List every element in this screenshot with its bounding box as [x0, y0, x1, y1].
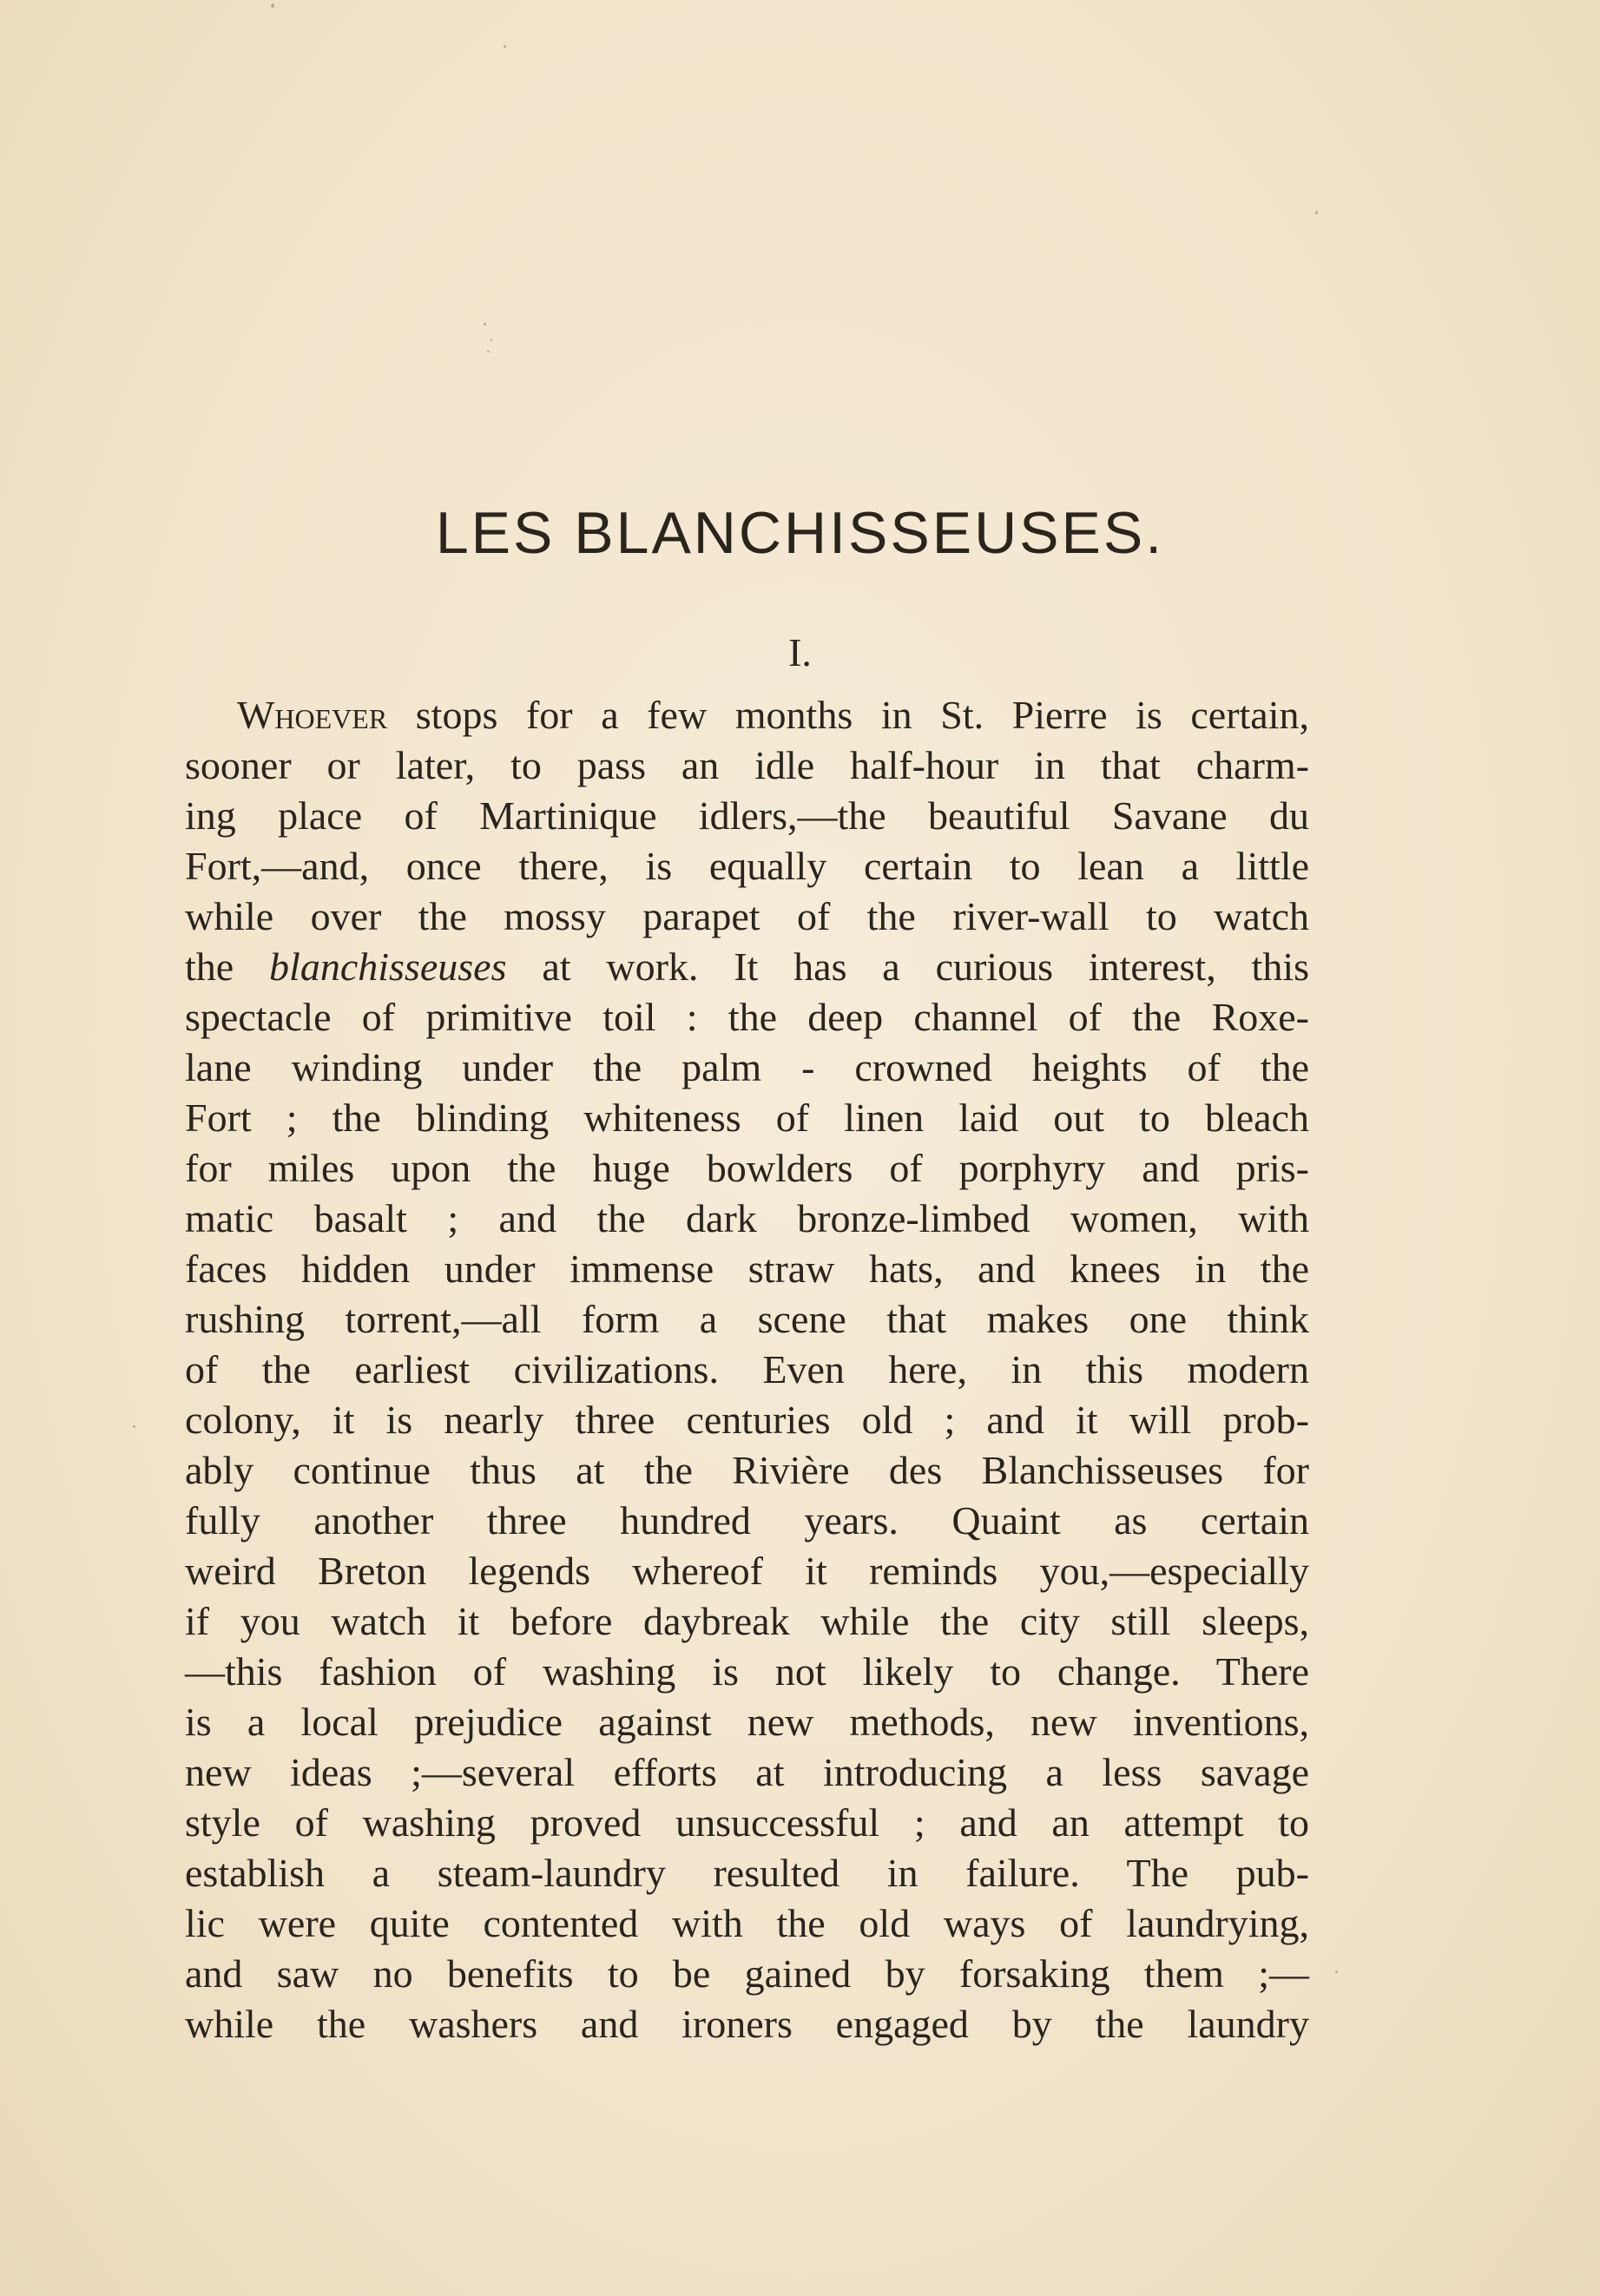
line-text: the — [185, 944, 234, 989]
text-line: while over the mossy parapet of the river-wall to watch — [185, 894, 1309, 938]
italic-term: blanchisseuses — [269, 944, 507, 989]
text-line: for miles upon the huge bowlders of porphyry and pris- — [185, 1146, 1309, 1190]
text-line — [185, 942, 1309, 992]
text-line: lane winding under the palm - crowned heights of the — [185, 1045, 1309, 1089]
paper-speck — [504, 45, 506, 48]
paper-speck — [1335, 1970, 1338, 1973]
text-line: is a local prejudice against new methods, new inventions, — [185, 1700, 1309, 1744]
text-line: if you watch it before daybreak while the city still sleeps, — [185, 1599, 1309, 1643]
text-line: new ideas ;—several efforts at introducing a less savage — [185, 1750, 1309, 1794]
text-line: while the washers and ironers engaged by the laundry — [185, 2002, 1309, 2046]
text-line: spectacle of primitive toil : the deep channel of the Roxe- — [185, 995, 1309, 1039]
text-line — [185, 690, 1309, 740]
section-number: I. — [788, 630, 812, 674]
line-text: stops for a few months in St. Pierre is certain, — [387, 693, 1309, 737]
text-line: and saw no benefits to be gained by forsaking them ;— — [185, 1951, 1309, 1996]
text-line: Fort,—and, once there, is equally certain to lean a little — [185, 844, 1309, 888]
text-line: ably continue thus at the Rivière des Blanchisseuses for — [185, 1448, 1309, 1492]
text-line: weird Breton legends whereof it reminds you,—especially — [185, 1549, 1309, 1593]
text-line: ing place of Martinique idlers,—the beautiful Savane du — [185, 793, 1309, 838]
page-title: LES BLANCHISSEUSES. — [435, 500, 1165, 566]
paper-speck — [484, 323, 486, 326]
paper-speck — [1315, 211, 1318, 214]
text-line: Fort ; the blinding whiteness of linen laid out to bleach — [185, 1095, 1309, 1140]
body-paragraph — [185, 690, 1309, 2049]
text-line: matic basalt ; and the dark bronze-limbed women, with — [185, 1196, 1309, 1240]
text-line: rushing torrent,—all form a scene that makes one think — [185, 1297, 1309, 1341]
paper-speck — [487, 351, 490, 352]
text-line: lic were quite contented with the old ways of laundrying, — [185, 1901, 1309, 1945]
text-line: of the earliest civilizations. Even here, in this modern — [185, 1347, 1309, 1391]
line-text: at work. It has a curious interest, this — [542, 944, 1310, 989]
text-line: faces hidden under immense straw hats, and knees in the — [185, 1247, 1309, 1291]
lead-word: Whoever — [237, 693, 388, 737]
paper-speck — [491, 339, 492, 341]
text-line: sooner or later, to pass an idle half-hour in that charm- — [185, 743, 1309, 787]
paper-speck — [133, 1425, 135, 1428]
text-line: establish a steam-laundry resulted in failure. The pub- — [185, 1851, 1309, 1895]
text-line: —this fashion of washing is not likely to change. There — [185, 1649, 1309, 1694]
text-line: colony, it is nearly three centuries old ; and it will prob- — [185, 1398, 1309, 1442]
paper-speck — [271, 3, 274, 8]
text-line: style of washing proved unsuccessful ; and an attempt to — [185, 1800, 1309, 1845]
text-line: fully another three hundred years. Quaint as certain — [185, 1498, 1309, 1543]
